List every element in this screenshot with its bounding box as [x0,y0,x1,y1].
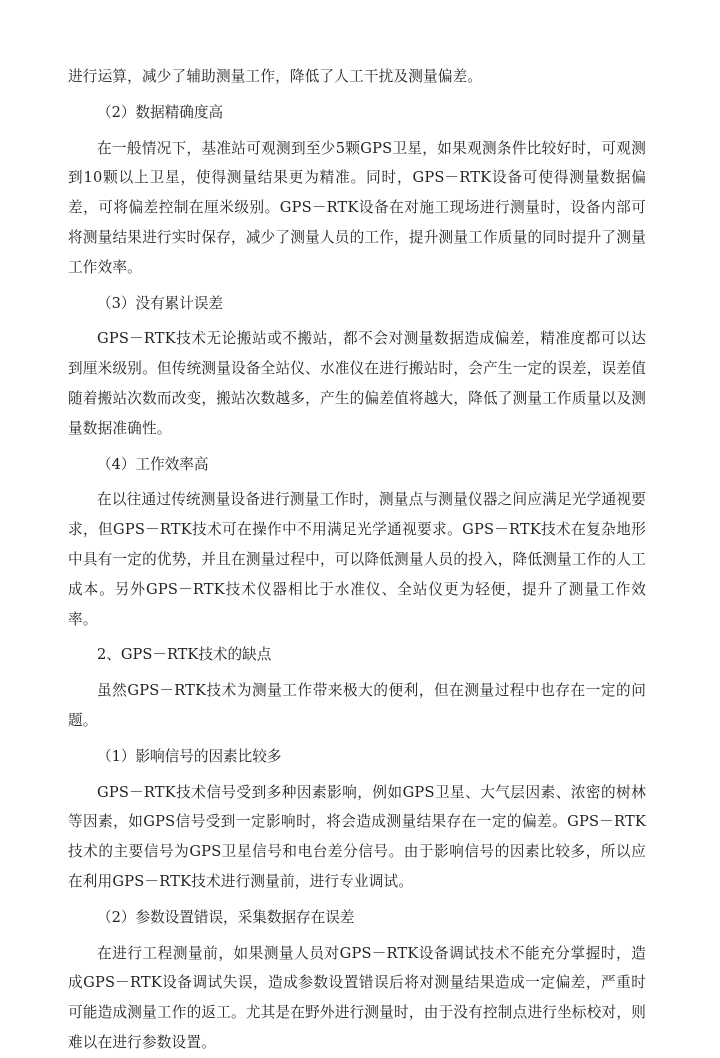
paragraph-parameter-errors: 在进行工程测量前，如果测量人员对GPS－RTK设备调试技术不能充分掌握时，造成GPS－RTK设备调试失误，造成参数设置错误后将对测量结果造成一定偏差，严重时可能造成测量工作的返工。尤其是在野外进行测量时，由于没有控制点进行坐标校对，则难以在进行参数设置。 [68,944,646,1051]
heading-high-efficiency: （4）工作效率高 [97,455,209,473]
heading-signal-factors: （1）影响信号的因素比较多 [97,747,282,765]
paragraph-continuation: 进行运算，减少了辅助测量工作，降低了人工干扰及测量偏差。 [68,68,483,85]
heading-parameter-errors: （2）参数设置错误，采集数据存在误差 [97,908,355,926]
paragraph-signal-factors: GPS－RTK技术信号受到多种因素影响，例如GPS卫星、大气层因素、浓密的树林等因素，如GPS信号受到一定影响时，将会造成测量结果存在一定的偏差。GPS－RTK技术的主要信号为GPS卫星信号和电台差分信号。由于影响信号的因素比较多，所以应在利用GPS－RTK技术进行测量前，进行专业调试。 [68,783,646,890]
document-page [68,62,646,1058]
heading-data-accuracy: （2）数据精确度高 [97,103,224,121]
paragraph-data-accuracy: 在一般情况下，基准站可观测到至少5颗GPS卫星，如果观测条件比较好时，可观测到10颗以上卫星，使得测量结果更为精准。同时，GPS－RTK设备可使得测量数据偏差，可将偏差控制在厘米级别。GPS－RTK设备在对施工现场进行测量时，设备内部可将测量结果进行实时保存，减少了测量人员的工作，提升测量工作质量的同时提升了测量工作效率。 [68,139,646,276]
heading-no-cumulative-error: （3）没有累计误差 [97,294,224,312]
paragraph-disadvantages-intro: 虽然GPS－RTK技术为测量工作带来极大的便利，但在测量过程中也存在一定的问题。 [68,682,646,729]
paragraph-no-cumulative-error: GPS－RTK技术无论搬站或不搬站，都不会对测量数据造成偏差，精准度都可以达到厘米级别。但传统测量设备全站仪、水准仪在进行搬站时，会产生一定的误差，误差值随着搬站次数而改变，搬站次数越多，产生的偏差值将越大，降低了测量工作质量以及测量数据准确性。 [68,330,646,437]
heading-disadvantages: 2、GPS－RTK技术的缺点 [97,646,272,664]
paragraph-high-efficiency: 在以往通过传统测量设备进行测量工作时，测量点与测量仪器之间应满足光学通视要求，但GPS－RTK技术可在操作中不用满足光学通视要求。GPS－RTK技术在复杂地形中具有一定的优势，并且在测量过程中，可以降低测量人员的投入，降低测量工作的人工成本。另外GPS－RTK技术仪器相比于水准仪、全站仪更为轻便，提升了测量工作效率。 [68,491,646,628]
